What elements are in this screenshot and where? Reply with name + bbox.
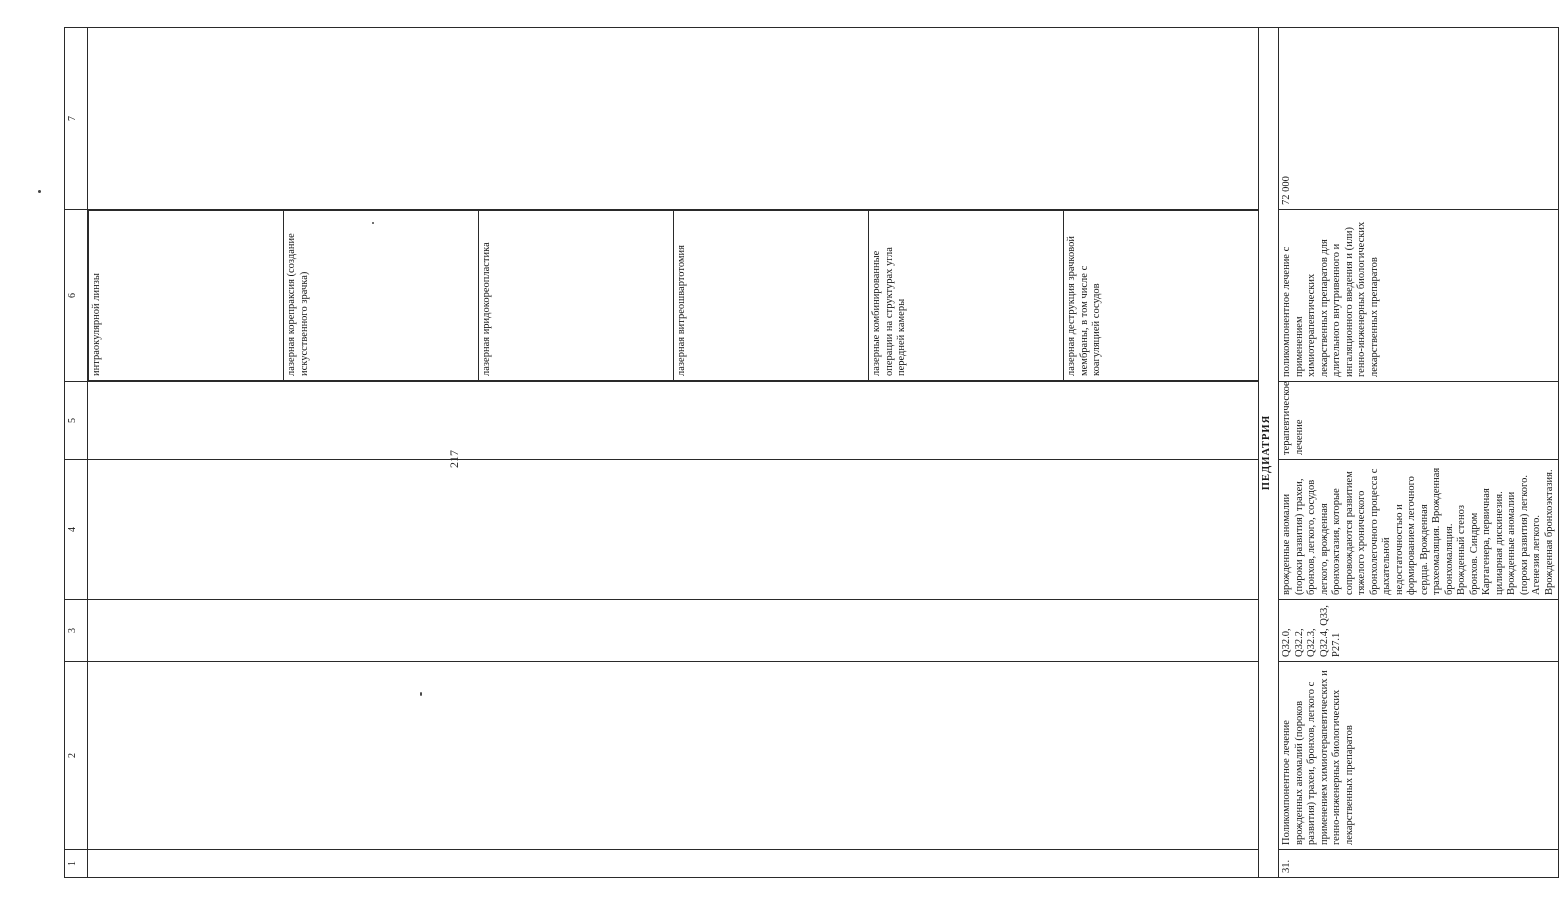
section-row bbox=[1259, 28, 1279, 878]
column-number: 6 bbox=[65, 210, 88, 382]
method-item: лазерная иридокореопластика bbox=[479, 211, 674, 381]
treatment-type: терапевтическое лечение bbox=[1279, 382, 1559, 460]
column-number: 3 bbox=[65, 600, 88, 662]
column-number: 7 bbox=[65, 28, 88, 210]
section-title: ПЕДИАТРИЯ bbox=[1259, 28, 1279, 878]
column-number: 4 bbox=[65, 460, 88, 600]
continued-methods-cell bbox=[88, 210, 1259, 382]
page-number: 217 bbox=[447, 450, 461, 468]
continued-methods-list bbox=[88, 210, 1258, 381]
column-number-row bbox=[65, 28, 88, 878]
patient-model: врожденные аномалии (пороки развития) трахеи, бронхов, легкого, сосудов легкого, врожденная бронхоэктазия, которые сопровождаются развитием тяжелого хронического бронхолегочного процесса с дыхательной недостаточностью и формированием легочного сердца. Врожденная трахеомаляция. Врожденная бронхомаляция. Врожденный стеноз бронхов. Синдром Картагенера, первичная цилиарная дискинезия. Врожденные аномалии (пороки развития) легкого. Агенезия легкого. Врожденная бронхоэктазия. bbox=[1279, 460, 1559, 600]
row-number: 31. bbox=[1279, 850, 1559, 878]
rotated-table-page bbox=[64, 28, 1555, 878]
method-item: лазерная деструкция зрачковой мембраны, в том числе с коагуляцией сосудов bbox=[1064, 211, 1259, 381]
method-item: лазерная витреошвартотомия bbox=[674, 211, 869, 381]
column-number: 1 bbox=[65, 850, 88, 878]
icd-codes: Q32.0, Q32.2, Q32.3, Q32.4, Q33, P27.1 bbox=[1279, 600, 1559, 662]
treatment-method: поликомпонентное лечение с применением химиотерапевтических лекарственных препаратов для длительного внутривенного и ингаляционного введения и (или) генно-инженерных биологических лекарственных препаратов bbox=[1279, 210, 1559, 382]
method-item: интраокулярной линзы bbox=[89, 211, 284, 381]
method-item: лазерные комбинированные операции на структурах угла передней камеры bbox=[869, 211, 1064, 381]
method-item: лазерная корепраксия (создание искусственного зрачка) bbox=[284, 211, 479, 381]
scan-speck bbox=[372, 222, 374, 224]
table-row bbox=[1279, 28, 1559, 878]
continued-row bbox=[88, 28, 1259, 878]
column-number: 5 bbox=[65, 382, 88, 460]
column-number: 2 bbox=[65, 662, 88, 850]
scan-speck bbox=[420, 692, 422, 696]
care-type-name: Поликомпонентное лечение врожденных аномалий (пороков развития) трахеи, бронхов, легкого с применением химиотерапевтических и генно-инженерных биологических лекарственных препаратов bbox=[1279, 662, 1559, 850]
price: 72 000 bbox=[1279, 28, 1559, 210]
scan-speck bbox=[38, 190, 41, 193]
medical-care-table bbox=[64, 27, 1559, 878]
